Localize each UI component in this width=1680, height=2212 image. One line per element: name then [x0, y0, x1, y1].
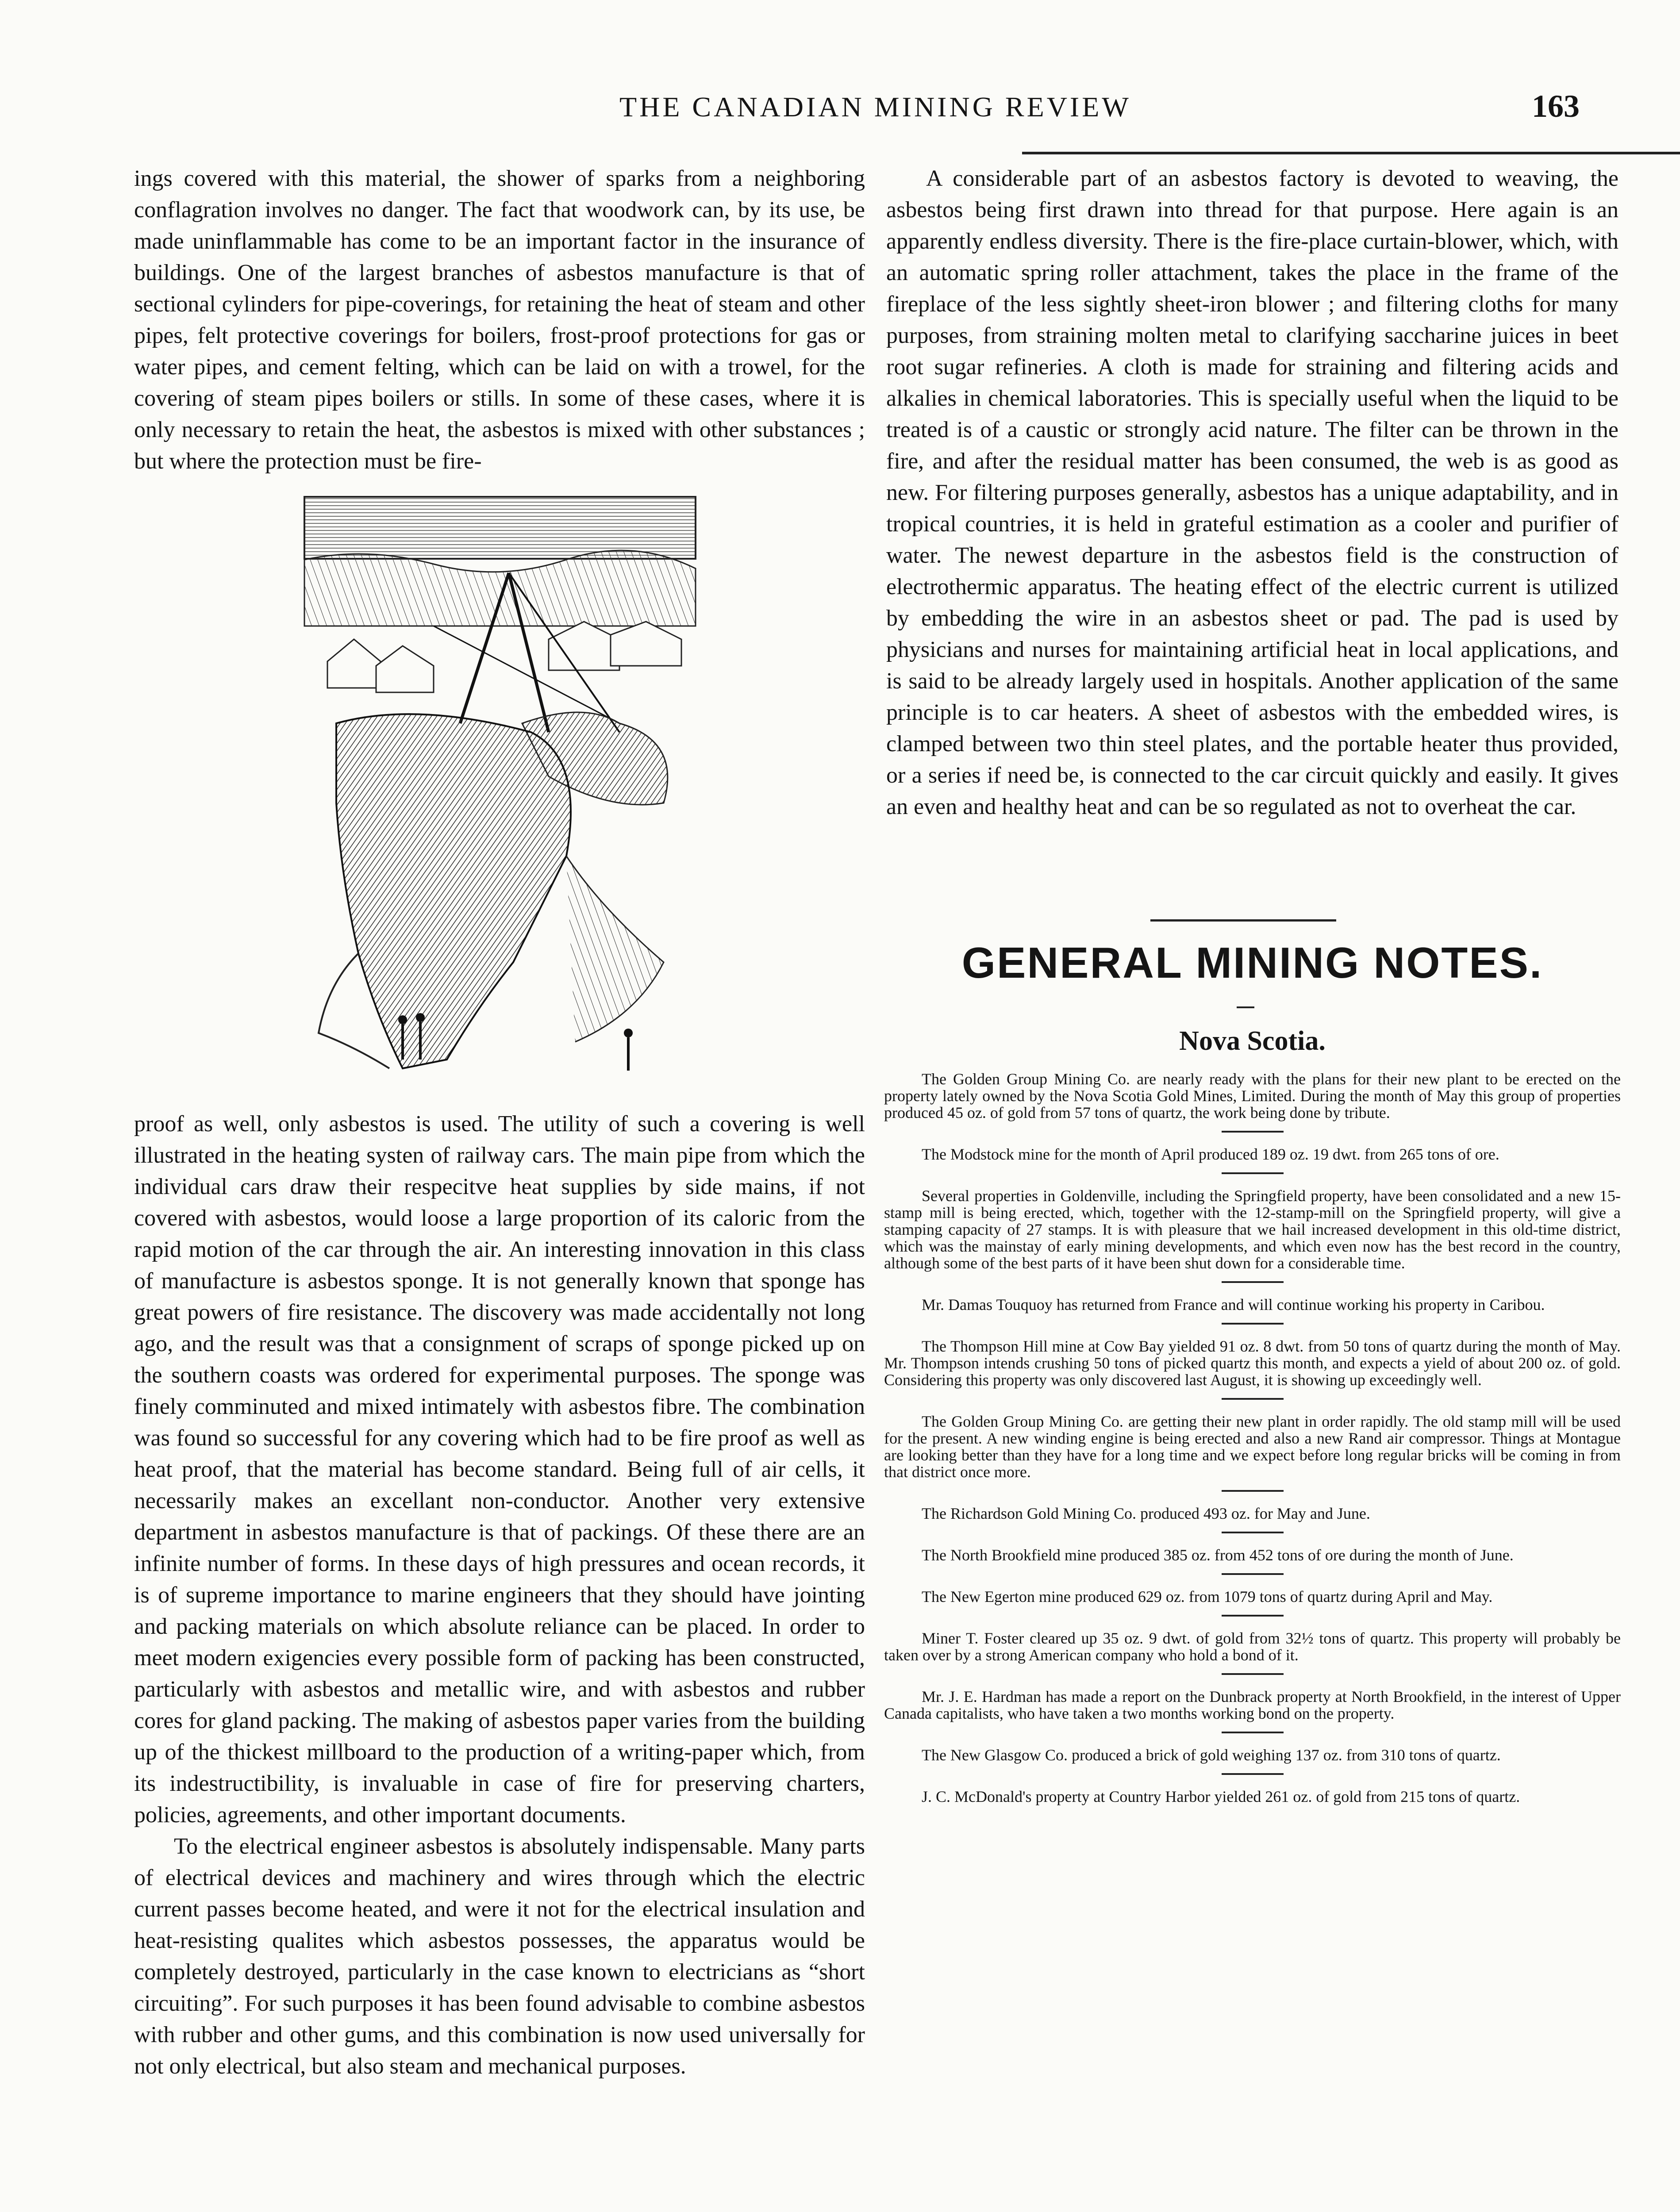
mining-notes-list: [884, 1071, 1621, 1805]
right-column-top: [886, 163, 1618, 822]
note-separator: [1222, 1398, 1284, 1400]
mining-note: J. C. McDonald's property at Country Harbor yielded 261 oz. of gold from 215 tons of quartz.: [922, 1788, 1520, 1805]
mining-note: The Golden Group Mining Co. are nearly ready with the plans for their new plant to be erected on the property lately owned by the Nova Scotia Gold Mines, Limited. During the month of May this group of properties produced 45 oz. of gold from 57 tons of quartz, the work being done by tribute.: [884, 1070, 1621, 1121]
running-title: THE CANADIAN MINING REVIEW: [619, 91, 1131, 123]
note-separator: [1222, 1490, 1284, 1492]
note-separator: [1222, 1131, 1284, 1133]
mining-note: The North Brookfield mine produced 385 oz. from 452 tons of ore during the month of June.: [922, 1546, 1514, 1564]
mining-note: The Thompson Hill mine at Cow Bay yielded 91 oz. 8 dwt. from 50 tons of quartz during the month of May. Mr. Thompson intends crushing 50 tons of picked quartz this month, and expects a yield of about 200 oz. of gold. Considering this property was only discovered last August, it is showing up exceedingly well.: [884, 1337, 1621, 1389]
mining-note: The Golden Group Mining Co. are getting their new plant in order rapidly. The old stamp mill will be used for the present. A new winding engine is being erected and also a new Rand air compressor. Things at Montague are looking better than they have for a long time and we expect before long regular bricks will be coming in from that district once more.: [884, 1413, 1621, 1481]
mining-note: The Richardson Gold Mining Co. produced 493 oz. for May and June.: [922, 1505, 1370, 1522]
page-number: 163: [1532, 88, 1580, 124]
header-rule: [1022, 152, 1680, 154]
page-header: [133, 88, 1680, 144]
mining-note: The Modstock mine for the month of April produced 189 oz. 19 dwt. from 265 tons of ore.: [922, 1145, 1499, 1163]
left-column-top: [134, 163, 865, 477]
section-divider: [1150, 919, 1336, 922]
note-separator: [1222, 1615, 1284, 1617]
note-separator: [1222, 1573, 1284, 1575]
right-top-paragraph: A considerable part of an asbestos factory is devoted to weaving, the asbestos being first drawn into thread for that purpose. Here again is an apparently endless diversity. There is the fire-place curtain-blower, which, with an automatic spring roller attachment, takes the place in the frame of the fireplace of the less sightly sheet-iron blower ; and filtering cloths for many purposes, from straining molten metal to clarifying saccharine juices in beet root sugar refineries. A cloth is made for straining and filtering acids and alkalies in chemical laboratories. This is specially useful when the liquid to be treated is of a caustic or strongly acid nature. The filter can be thrown in the fire, and after the residual matter has been consumed, the web is as good as new. For filtering purposes generally, asbestos has a unique adaptability, and in tropical countries, it is held in grateful estimation as a cooler and purifier of water. The newest departure in the asbestos field is the construction of electrothermic apparatus. The heating effect of the electric current is utilized by embedding the wire in an asbestos sheet or pad. The pad is used by physicians and nurses for maintaining artificial heat in local applications, and is said to be already largely used in hospitals. Another application of the same principle is to car heaters. A sheet of asbestos with the embedded wires, is clamped between two thin steel plates, and the portable heater thus provided, or a series if need be, is connected to the car circuit quickly and easily. It gives an even and healthy heat and can be so regulated as not to overheat the car.: [886, 166, 1618, 819]
mining-note: The New Glasgow Co. produced a brick of gold weighing 137 oz. from 310 tons of quartz.: [922, 1746, 1501, 1764]
mining-note: Mr. Damas Touquoy has returned from France and will continue working his property in Caribou.: [922, 1296, 1545, 1313]
note-separator: [1222, 1532, 1284, 1533]
section-title: GENERAL MINING NOTES.: [961, 938, 1543, 987]
mining-note: Several properties in Goldenville, including the Springfield property, have been consolidated and a new 15-stamp mill is being erected, which, together with the 12-stamp-mill on the Springfield property, will give a stamping capacity of 27 stamps. It is with pleasure that we hail increased development in this old-time district, which was the mainstay of early mining developments, and which even now has the best record in the country, although some of the best parts of it have been shut down for a considerable time.: [884, 1187, 1621, 1272]
mining-note: Mr. J. E. Hardman has made a report on the Dunbrack property at North Brookfield, in the interest of Upper Canada capitalists, who have taken a two months working bond on the property.: [884, 1688, 1621, 1722]
note-separator: [1222, 1673, 1284, 1675]
mining-note: The New Egerton mine produced 629 oz. from 1079 tons of quartz during April and May.: [922, 1588, 1493, 1605]
subsection-title: Nova Scotia.: [1179, 1026, 1326, 1056]
left-bottom-paragraph-2: To the electrical engineer asbestos is absolutely indispensable. Many parts of electrical devices and machinery and wires through which the electric current passes become heated, and were it not for the electrical insulation and heat-resisting qualites which asbestos possesses, the apparatus would be completely destroyed, particularly in the case known to electricians as “short circuiting”. For such purposes it has been found advisable to combine asbestos with rubber and other gums, and this combination is now used universally for not only electrical, but also steam and mechanical purposes.: [134, 1834, 865, 2079]
note-separator: [1222, 1773, 1284, 1775]
note-separator: [1222, 1323, 1284, 1325]
left-top-paragraph: ings covered with this material, the shower of sparks from a neighboring conflagration involves no danger. The fact that woodwork can, by its use, be made uninflammable has come to be an important factor in the insurance of buildings. One of the largest branches of asbestos manufacture is that of sectional cylinders for pipe-coverings, for retaining the heat of steam and other pipes, felt protective coverings for boilers, frost-proof protections for gas or water pipes, and cement felting, which can be laid on with a trowel, for the covering of steam pipes boilers or stills. In some of these cases, where it is only necessary to retain the heat, the asbestos is mixed with other substances ; but where the protection must be fire-: [134, 166, 865, 474]
note-separator: [1222, 1172, 1284, 1174]
note-separator: [1222, 1732, 1284, 1733]
left-bottom-paragraph-1: proof as well, only asbestos is used. The utility of such a covering is well illustrated in the heating systen of railway cars. The main pipe from which the individual cars draw their respecitve heat supplies by side mains, if not covered with asbestos, would loose a large proportion of its caloric from the rapid motion of the car through the air. An interesting innovation in this class of manufacture is asbestos sponge. It is not generally known that sponge has great powers of fire resistance. The discovery was made accidentally not long ago, and the result was that a consignment of scraps of sponge picked up on the southern coasts was ordered for experimental purposes. The sponge was finely comminuted and mixed intimately with asbestos fibre. The combination was found so successful for any covering which had to be fire proof as well as heat proof, that the material has become standard. Being full of air cells, it necessarily makes an excellant non-conductor. Another very extensive department in asbestos manufacture is that of packings. Of these there are an infinite number of forms. In these days of high pressures and ocean records, it is of supreme importance to marine engineers that they should have jointing and packing materials on which absolute reliance can be placed. In order to meet modern exigencies every possible form of packing has been constructed, particularly with asbestos and metallic wire, and with asbestos and rubber cores for gland packing. The making of asbestos paper varies from the building up of the thickest millboard to the production of a writing-paper which, from its indestructibility, is invaluable in case of fire for preserving charters, policies, agreements, and other important documents.: [134, 1111, 865, 1828]
mine-engraving-illustration: [301, 493, 699, 1077]
title-dash: [1237, 1006, 1254, 1008]
mining-note: Miner T. Foster cleared up 35 oz. 9 dwt. of gold from 32½ tons of quartz. This property will probably be taken over by a strong American company who hold a bond of it.: [884, 1629, 1621, 1664]
left-column-bottom: [134, 1108, 865, 2082]
note-separator: [1222, 1281, 1284, 1283]
